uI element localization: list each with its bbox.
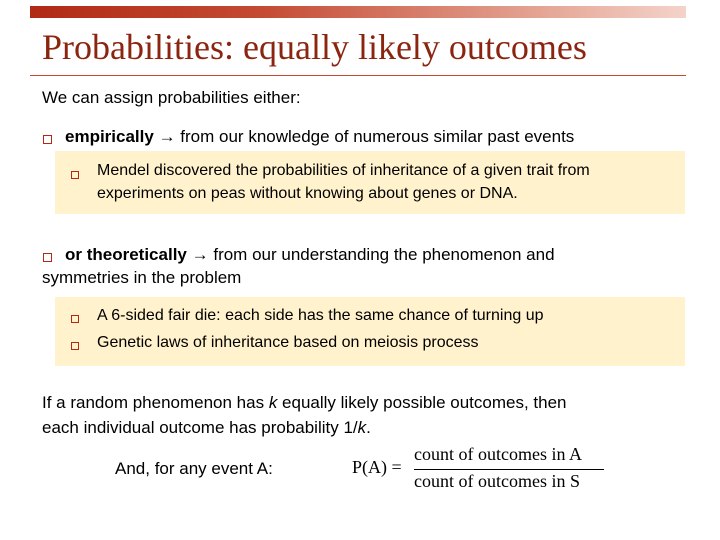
empirical-example-line2: experiments on peas without knowing about genes or DNA.	[97, 185, 518, 202]
formula-lhs: P(A) =	[352, 457, 402, 477]
arrow-icon: →	[158, 127, 176, 146]
slide-title: Probabilities: equally likely outcomes	[42, 27, 587, 67]
conclusion-text: If a random phenomenon has	[42, 393, 269, 412]
formula-denominator: count of outcomes in S	[414, 471, 580, 491]
variable-k: k	[357, 418, 367, 437]
theoretical-example-2: Genetic laws of inheritance based on meiosis process	[97, 334, 479, 351]
bullet-square-icon	[71, 171, 79, 179]
intro-text: We can assign probabilities either:	[42, 88, 301, 107]
arrow-icon: →	[191, 245, 209, 264]
empirical-keyword: empirically	[65, 127, 154, 146]
conclusion-text: .	[366, 418, 371, 437]
variable-k: k	[268, 393, 278, 412]
theoretical-line2: symmetries in the problem	[42, 268, 242, 287]
title-divider	[30, 75, 686, 76]
conclusion-line1	[42, 393, 567, 413]
empirical-example-box	[55, 151, 685, 214]
formula-label: And, for any event A:	[115, 459, 273, 478]
bullet-square-icon	[43, 253, 52, 262]
title-accent-bar	[30, 6, 686, 18]
bullet-square-icon	[43, 135, 52, 144]
conclusion-text: each individual outcome has probability 1/	[42, 418, 358, 437]
conclusion-text: equally likely possible outcomes, then	[277, 393, 567, 412]
theoretical-line	[65, 245, 555, 265]
theoretical-example-1: A 6-sided fair die: each side has the same chance of turning up	[97, 307, 544, 324]
theoretical-text: from our understanding the phenomenon and	[213, 245, 555, 264]
conclusion-line2	[42, 418, 371, 438]
empirical-text: from our knowledge of numerous similar past events	[180, 127, 575, 146]
bullet-square-icon	[71, 315, 79, 323]
bullet-square-icon	[71, 342, 79, 350]
empirical-line	[65, 127, 574, 147]
theoretical-keyword: or theoretically	[65, 245, 187, 264]
empirical-example-line1: Mendel discovered the probabilities of inheritance of a given trait from	[97, 162, 590, 179]
formula-numerator: count of outcomes in A	[414, 444, 582, 464]
